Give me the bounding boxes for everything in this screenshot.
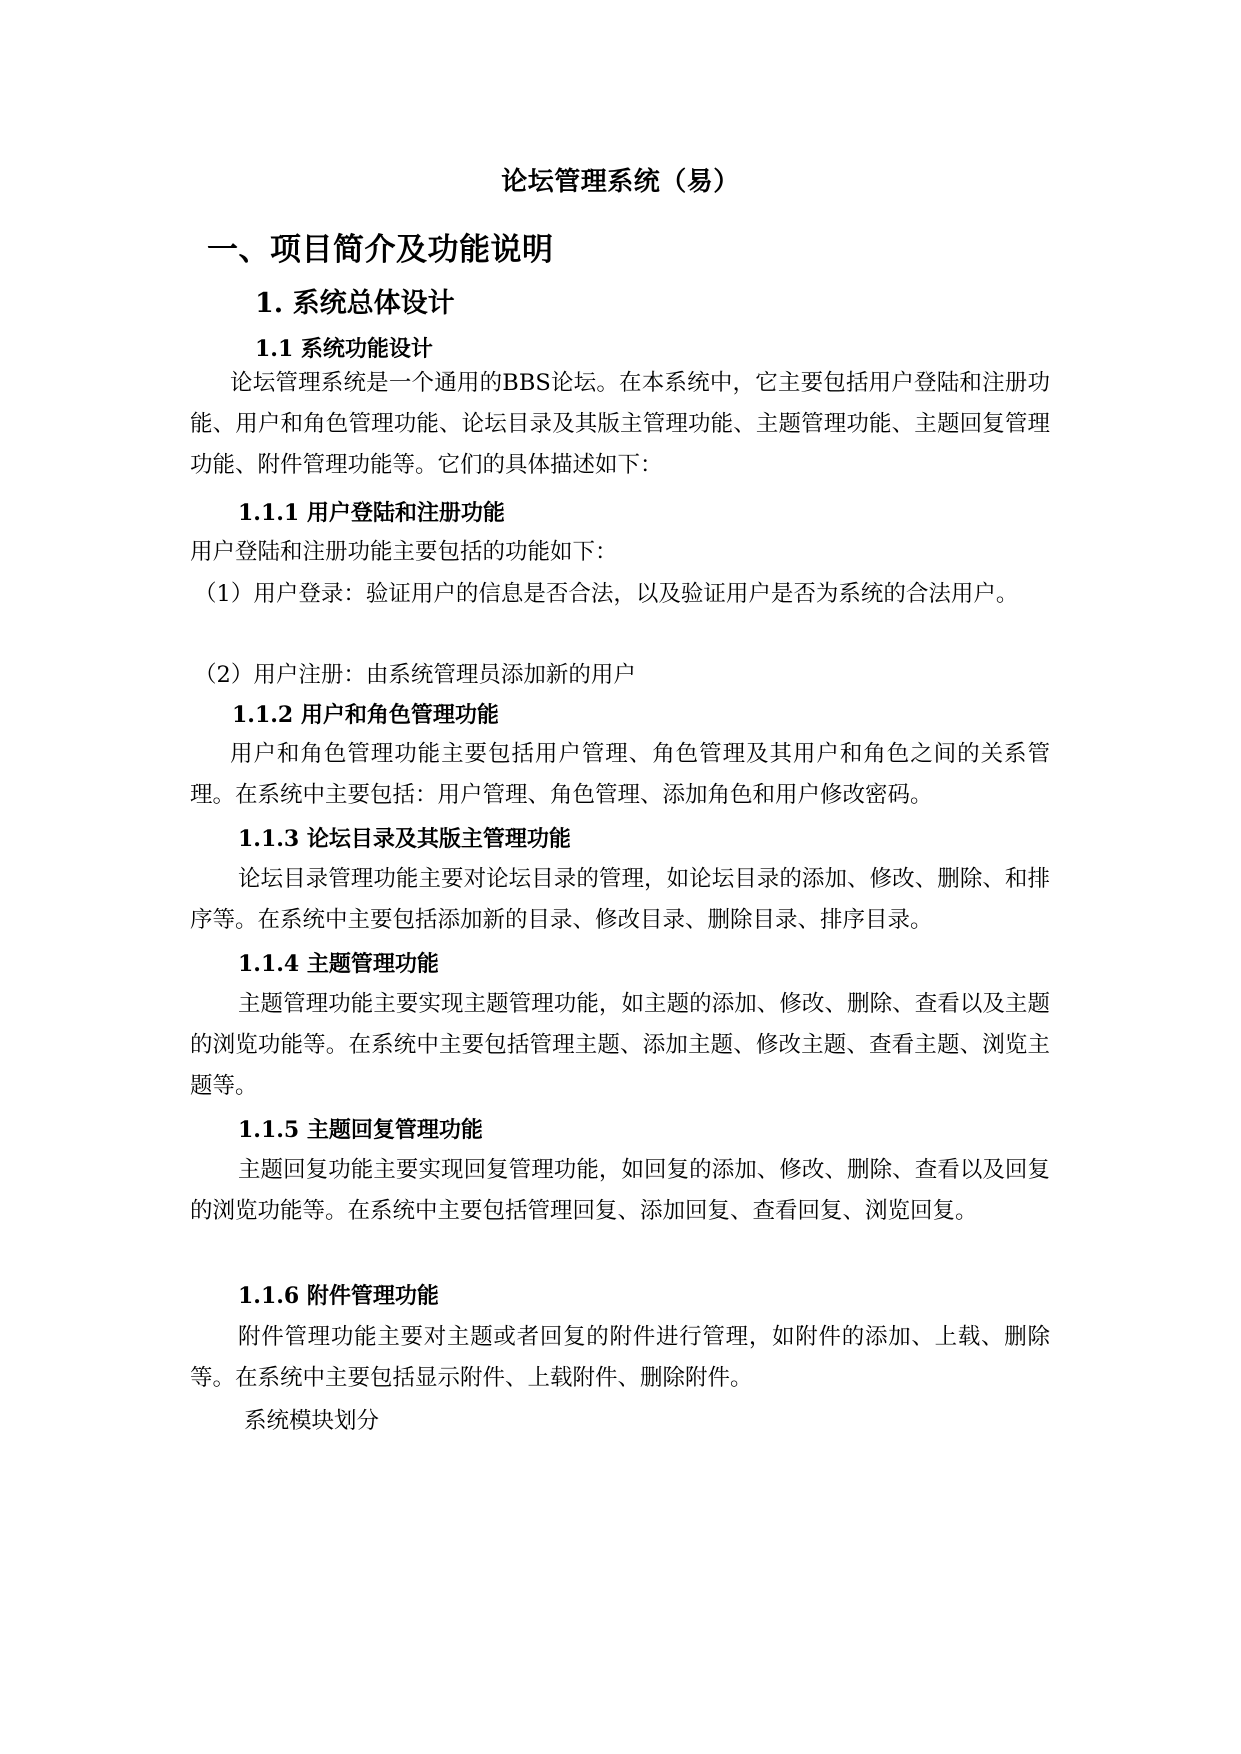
section-heading-1-1-1: 1.1 系统功能设计 [255, 336, 433, 362]
section-heading-1-1: 1. 系统总体设计 [255, 288, 455, 319]
subsection-paragraph-attachment-management: 附件管理功能主要对主题或者回复的附件进行管理，如附件的添加、上载、删除等。在系统中主要包括显示附件、上载附件、删除附件。 [190, 1324, 1050, 1391]
subsection-paragraph-user-role: 用户和角色管理功能主要包括用户管理、角色管理及其用户和角色之间的关系管理。在系统中主要包括：用户管理、角色管理、添加角色和用户修改密码。 [190, 741, 1050, 808]
subsection-heading-1-1-2: 1.1.2 用户和角色管理功能 [232, 702, 499, 728]
subsection-heading-1-1-5: 1.1.5 主题回复管理功能 [238, 1117, 483, 1143]
document-title: 论坛管理系统（易） [501, 167, 740, 197]
list-item-login: （1）用户登录：验证用户的信息是否合法，以及验证用户是否为系统的合法用户。 [194, 581, 1019, 607]
subsection-heading-1-1-6: 1.1.6 附件管理功能 [238, 1283, 439, 1309]
subsection-heading-1-1-3: 1.1.3 论坛目录及其版主管理功能 [238, 826, 571, 852]
closing-line: 系统模块划分 [244, 1408, 380, 1434]
subsection-heading-1-1-1: 1.1.1 用户登陆和注册功能 [238, 500, 505, 526]
subsection-paragraph-forum-directory: 论坛目录管理功能主要对论坛目录的管理，如论坛目录的添加、修改、删除、和排序等。在系统中主要包括添加新的目录、修改目录、删除目录、排序目录。 [190, 866, 1050, 933]
subsection-lead: 用户登陆和注册功能主要包括的功能如下： [190, 539, 618, 565]
subsection-paragraph-reply-management: 主题回复功能主要实现回复管理功能，如回复的添加、修改、删除、查看以及回复的浏览功能等。在系统中主要包括管理回复、添加回复、查看回复、浏览回复。 [190, 1157, 1050, 1224]
section-heading-1: 一、项目简介及功能说明 [207, 232, 554, 268]
list-item-register: （2）用户注册：由系统管理员添加新的用户 [194, 662, 636, 688]
subsection-heading-1-1-4: 1.1.4 主题管理功能 [238, 951, 439, 977]
subsection-paragraph-topic-management: 主题管理功能主要实现主题管理功能，如主题的添加、修改、删除、查看以及主题的浏览功能等。在系统中主要包括管理主题、添加主题、修改主题、查看主题、浏览主题等。 [190, 991, 1050, 1099]
intro-paragraph: 论坛管理系统是一个通用的BBS论坛。在本系统中，它主要包括用户登陆和注册功能、用户和角色管理功能、论坛目录及其版主管理功能、主题管理功能、主题回复管理功能、附件管理功能等。它们的具体描述如下： [190, 370, 1050, 478]
